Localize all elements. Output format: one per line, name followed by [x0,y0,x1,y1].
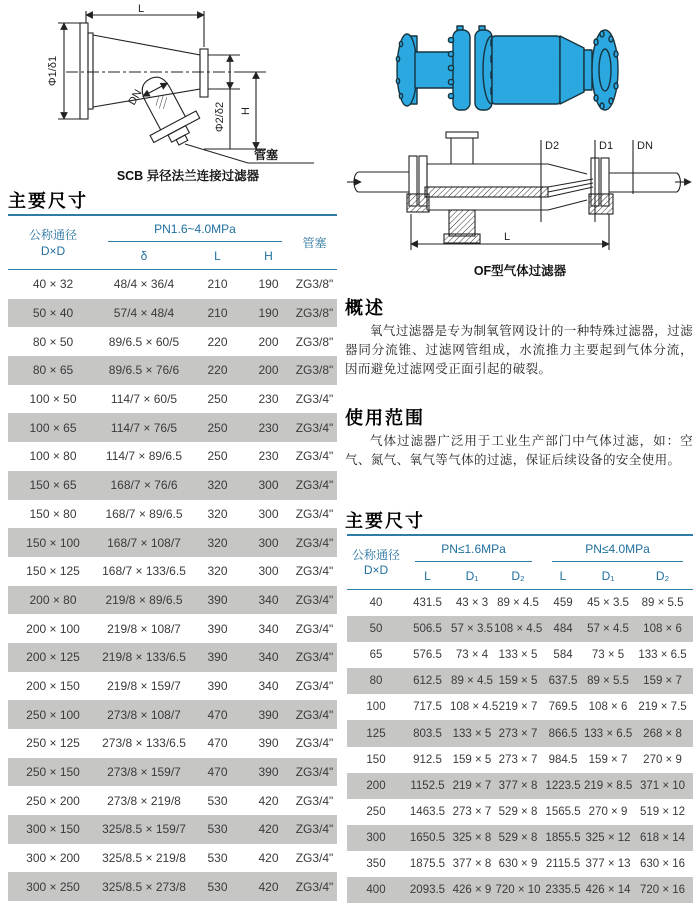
table-cell: 73 × 5 [591,649,625,662]
table-cell: 320 [190,471,245,500]
table-cell: 426 × 14 [584,877,632,903]
table-cell: 371 × 10 [632,773,693,799]
table-cell: 530 [190,872,245,901]
scb-dimensions-table [8,214,337,901]
table-cell: ZG3/4" [295,564,334,579]
table-row [8,356,337,385]
col-header-pn40-group: PN≤4.0MPa [542,535,693,562]
table-cell: 803.5 [405,720,450,746]
table-row [8,442,337,471]
table-cell: 1875.5 [409,857,446,870]
table-cell: 390 [190,643,245,672]
table-cell: 320 [207,506,228,521]
table-cell: ZG3/4" [295,621,334,636]
table-cell: 637.5 [542,668,584,694]
table-cell: 150 × 125 [26,564,80,579]
table-cell: 230 [258,449,279,464]
table-cell: 57 × 4.5 [584,616,632,642]
table-cell: 65 [369,649,383,662]
table-cell: 200 × 80 [8,586,98,615]
table-cell: 159 × 5 [452,753,492,766]
gas-filter-illustration [387,12,627,124]
dim-label-phi1: Φ1/δ1 [47,55,59,87]
table-cell: 210 [190,299,245,328]
table-row [347,694,693,720]
table-cell: 506.5 [405,616,450,642]
table-cell: 219/8 × 108/7 [107,621,181,636]
table-cell: 340 [258,678,279,693]
table-cell: 320 [190,528,245,557]
table-cell: 325/8.5 × 273/8 [98,872,190,901]
col-header-delta: δ [98,242,190,270]
table-cell: 133 × 5 [450,720,494,746]
table-cell: 300 [258,506,279,521]
table-row [8,758,337,787]
table-cell: 210 [207,277,228,292]
table-row [8,586,337,615]
dim-label-l: L [137,3,145,15]
table-cell: ZG3/4" [292,413,337,442]
table-cell: 220 [190,356,245,385]
table-cell: 219 × 7 [450,773,494,799]
table-cell: 584 [553,649,573,662]
table-cell: 1565.5 [545,805,581,818]
ref-label-d2: D2 [545,140,560,152]
table-cell: 150 × 80 [29,506,77,521]
of-filter-technical-drawing [345,130,695,260]
table-cell: 200 × 100 [26,621,80,636]
table-cell: 268 × 8 [632,720,693,746]
table-cell: 219/8 × 133/6.5 [98,643,190,672]
table-cell: 250 [207,449,228,464]
table-cell: 114/7 × 76/5 [98,413,190,442]
table-cell: 80 × 65 [8,356,98,385]
table-cell: 1152.5 [405,773,450,799]
table-row [8,299,337,328]
table-cell: 73 × 4 [455,649,489,662]
table-cell: 300 [245,471,292,500]
table-cell: 168/7 × 89/6.5 [105,506,183,521]
table-row [8,672,337,701]
usage-paragraph: 气体过滤器广泛用于工业生产部门中气体过滤，如：空气、氮气、氧气等气体的过滤，保证后续设备的安全使用。 [345,434,693,467]
table-cell: 200 × 150 [26,678,80,693]
table-cell: 50 × 40 [8,299,98,328]
table-cell: 150 × 100 [8,528,98,557]
table-cell: 390 [245,700,292,729]
table-row [347,799,693,825]
of-drawing-caption: OF型气体过滤器 [473,264,567,278]
table-cell: 2115.5 [545,857,581,870]
table-cell: 89 × 5.5 [641,597,684,610]
col-header-d2-16: D₂ [494,562,542,590]
table-cell: 108 × 6 [588,701,628,714]
table-cell: 717.5 [413,701,442,714]
table-cell: 159 × 7 [588,753,628,766]
table-row [347,825,693,851]
table-cell: 219/8 × 159/7 [107,678,181,693]
table-row [347,877,693,903]
table-cell: ZG3/4" [295,736,334,751]
table-cell: 250 × 100 [8,700,98,729]
table-cell: 273/8 × 133/6.5 [102,736,186,751]
table-cell: 89 × 5.5 [584,668,632,694]
table-row [347,773,693,799]
left-section-title: 主要尺寸 [8,191,88,211]
right-section-title: 主要尺寸 [345,511,425,531]
table-cell: 40 [369,597,383,610]
table-row [8,557,337,586]
table-cell: ZG3/4" [292,872,337,901]
table-cell: 576.5 [413,649,442,662]
table-row [8,528,337,557]
table-row [8,270,337,299]
table-cell: 1223.5 [542,773,584,799]
table-row [8,327,337,356]
table-row [347,668,693,694]
table-row [8,872,337,901]
table-cell: 529 × 8 [498,805,538,818]
table-cell: ZG3/4" [295,506,334,521]
table-row [347,747,693,773]
table-row [8,500,337,529]
table-cell: 630 × 9 [498,857,538,870]
table-cell: ZG3/4" [295,793,334,808]
table-cell: 530 [207,793,228,808]
table-cell: 273/8 × 108/7 [98,700,190,729]
table-cell: 150 [366,753,386,766]
dim-label-h: H [240,107,252,115]
table-row [8,643,337,672]
col-header-diameter: 公称通径 D×D [347,535,405,590]
table-cell: 377 × 8 [494,773,542,799]
table-cell: 133 × 5 [498,649,538,662]
table-cell: 325 × 12 [584,825,632,851]
table-cell: 57/4 × 48/4 [98,299,190,328]
table-cell: 530 [207,851,228,866]
table-cell: 912.5 [413,753,442,766]
table-cell: 431.5 [413,597,442,610]
table-cell: ZG3/4" [292,528,337,557]
table-cell: ZG3/4" [295,449,334,464]
table-cell: 273 × 7 [452,805,492,818]
table-cell: 200 [245,356,292,385]
dim-label-of-l: L [503,231,511,243]
table-cell: 300 [347,825,405,851]
table-cell: 325/8.5 × 159/7 [98,815,190,844]
col-header-l-40: L [542,562,584,590]
table-cell: 459 [553,597,573,610]
table-cell: 377 × 13 [585,857,631,870]
table-cell: 219 × 7.5 [638,701,687,714]
dim-label-phi2: Φ2/δ2 [214,101,226,133]
table-cell: ZG3/4" [295,392,334,407]
table-cell: 350 [366,857,386,870]
table-row [8,614,337,643]
table-cell: 45 × 3.5 [587,597,629,610]
table-cell: 159 × 5 [494,668,542,694]
table-cell: 769.5 [548,701,578,714]
overview-title: 概述 [345,298,385,318]
table-cell: 720 × 16 [632,877,693,903]
col-header-d1-40: D₁ [584,562,632,590]
table-cell: 630 × 16 [639,857,686,870]
table-cell: 390 [207,678,228,693]
table-cell: 400 [347,877,405,903]
table-cell: 273 × 7 [498,753,538,766]
table-cell: 50 [347,616,405,642]
table-cell: 168/7 × 76/6 [98,471,190,500]
table-cell: 250 [207,392,228,407]
table-row [347,851,693,877]
table-cell: 325 × 8 [450,825,494,851]
table-cell: 420 [258,793,279,808]
table-cell: 108 × 6 [632,616,693,642]
right-column [345,0,695,902]
table-cell: 1650.5 [405,825,450,851]
col-header-pn16-group: PN≤1.6MPa [405,535,542,562]
table-cell: 390 [258,736,279,751]
table-cell: ZG3/8" [292,299,337,328]
table-cell: ZG3/4" [292,700,337,729]
table-cell: 2093.5 [405,877,450,903]
table-cell: ZG3/4" [295,851,334,866]
table-cell: 100 [366,701,386,714]
table-row [8,786,337,815]
table-cell: 89 × 4.5 [497,597,539,610]
table-cell: 420 [245,872,292,901]
table-cell: 340 [245,643,292,672]
col-header-l-16: L [405,562,450,590]
table-cell: 519 × 12 [639,805,686,818]
usage-title: 使用范围 [345,408,425,428]
table-cell: 470 [207,736,228,751]
table-cell: 1855.5 [542,825,584,851]
table-cell: ZG3/4" [292,471,337,500]
table-cell: 984.5 [548,753,578,766]
table-row [347,590,693,617]
table-cell: 320 [207,564,228,579]
table-row [8,700,337,729]
table-cell: 273/8 × 219/8 [107,793,181,808]
col-header-pn-group: PN1.6~4.0MPa [98,215,292,242]
table-cell: 426 × 9 [450,877,494,903]
table-cell: 390 [245,758,292,787]
table-cell: 100 × 80 [29,449,77,464]
table-cell: 340 [258,621,279,636]
table-cell: 300 × 200 [26,851,80,866]
col-header-h: H [245,242,292,270]
plug-label: 管塞 [253,148,279,162]
table-cell: 618 × 14 [632,825,693,851]
table-cell: 484 [542,616,584,642]
table-cell: 80 [347,668,405,694]
table-cell: 133 × 6.5 [584,720,632,746]
table-cell: 230 [245,413,292,442]
table-cell: 300 [258,564,279,579]
ref-label-d1: D1 [599,140,614,152]
table-cell: 133 × 6.5 [638,649,687,662]
table-row [8,413,337,442]
col-header-d2-40: D₂ [632,562,693,590]
table-row [8,729,337,758]
col-header-diameter: 公称通径 D×D [8,215,98,270]
table-cell: 125 [347,720,405,746]
table-cell: 100 × 50 [29,392,77,407]
ref-label-dn: DN [637,140,653,152]
table-cell: 270 × 9 [643,753,682,766]
table-cell: 529 × 8 [494,825,542,851]
dim-label-dn: DN [126,87,145,108]
table-cell: ZG3/8" [292,356,337,385]
table-cell: 250 [366,805,386,818]
left-column [8,0,338,902]
table-cell: ZG3/8" [295,334,334,349]
table-cell: 720 × 10 [494,877,542,903]
overview-paragraph: 氧气过滤器是专为制氧管网设计的一种特殊过滤器，过滤器同分流锥、过滤网管组成，水流推力主要起到气体分流，因而避免过滤网受正面引起的破裂。 [345,324,693,376]
table-row [8,471,337,500]
table-cell: 40 × 32 [32,277,74,292]
table-cell: 89/6.5 × 76/6 [98,356,190,385]
table-cell: ZG3/4" [292,586,337,615]
table-cell: 219 × 7 [498,701,538,714]
table-cell: 250 × 200 [26,793,80,808]
table-cell: 300 [245,528,292,557]
col-header-d1-16: D₁ [450,562,494,590]
table-cell: 2335.5 [542,877,584,903]
table-cell: 420 [245,815,292,844]
scb-drawing-caption: SCB 异径法兰连接过滤器 [116,169,260,183]
table-cell: ZG3/8" [295,277,334,292]
table-row [347,616,693,642]
table-cell: 43 × 3 [455,597,489,610]
table-cell: ZG3/4" [292,643,337,672]
table-row [8,844,337,873]
table-cell: 390 [207,621,228,636]
table-row [8,815,337,844]
table-cell: 200 [347,773,405,799]
col-header-l: L [190,242,245,270]
table-cell: 150 × 65 [8,471,98,500]
table-cell: 270 × 9 [588,805,628,818]
table-cell: 340 [245,586,292,615]
table-cell: 866.5 [542,720,584,746]
table-cell: 190 [258,277,279,292]
table-cell: 230 [258,392,279,407]
table-cell: ZG3/4" [292,815,337,844]
table-cell: 200 [258,334,279,349]
table-cell: 325/8.5 × 219/8 [102,851,186,866]
table-cell: 200 × 125 [8,643,98,672]
table-cell: 250 × 150 [8,758,98,787]
table-cell: 108 × 4.5 [494,616,542,642]
of-dimensions-table [347,534,693,903]
table-cell: 273/8 × 159/7 [98,758,190,787]
table-cell: 612.5 [405,668,450,694]
table-cell: 168/7 × 108/7 [98,528,190,557]
table-cell: 48/4 × 36/4 [113,277,175,292]
table-row [347,720,693,746]
table-row [347,642,693,668]
table-cell: 100 × 65 [8,413,98,442]
table-cell: ZG3/4" [295,678,334,693]
table-row [8,385,337,414]
table-cell: 300 × 150 [8,815,98,844]
table-cell: 300 × 250 [8,872,98,901]
table-cell: 190 [245,299,292,328]
table-cell: 273 × 7 [494,720,542,746]
table-cell: 530 [190,815,245,844]
table-cell: 1463.5 [409,805,446,818]
table-cell: 114/7 × 60/5 [110,392,178,407]
table-cell: 219/8 × 89/6.5 [98,586,190,615]
table-cell: 250 × 125 [26,736,80,751]
table-cell: 470 [190,700,245,729]
table-cell: 377 × 8 [452,857,492,870]
table-cell: 57 × 3.5 [450,616,494,642]
scb-filter-technical-drawing [8,3,338,168]
table-cell: 89 × 4.5 [450,668,494,694]
table-cell: 250 [190,413,245,442]
table-cell: 114/7 × 89/6.5 [105,449,183,464]
table-cell: 80 × 50 [32,334,74,349]
table-cell: 89/6.5 × 60/5 [108,334,180,349]
table-cell: 219 × 8.5 [584,773,632,799]
table-cell: 220 [207,334,228,349]
table-cell: 470 [190,758,245,787]
col-header-plug: 管塞 [292,215,337,270]
table-cell: 390 [190,586,245,615]
table-cell: 420 [258,851,279,866]
table-cell: 108 × 4.5 [450,701,499,714]
table-cell: 168/7 × 133/6.5 [102,564,186,579]
table-cell: 159 × 7 [632,668,693,694]
table-cell: ZG3/4" [292,758,337,787]
